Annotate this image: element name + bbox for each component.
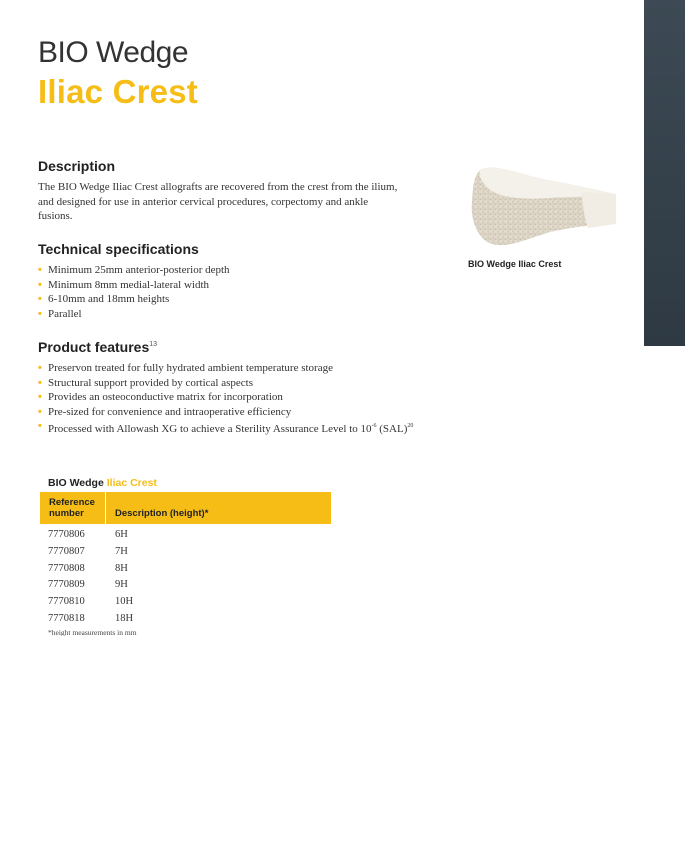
technical-specs-heading: Technical specifications <box>38 241 199 257</box>
bullet-icon: • <box>38 376 42 389</box>
table-row: 7770809 9H <box>48 579 128 591</box>
technical-specs-list <box>38 263 418 321</box>
table-header <box>40 492 331 524</box>
list-item: • Parallel <box>38 307 82 320</box>
image-caption: BIO Wedge Iliac Crest <box>468 259 562 269</box>
reference-superscript: 13 <box>149 341 158 348</box>
product-features-heading: Product features$^{13}$ <box>38 339 158 355</box>
list-item: • Minimum 8mm medial-lateral width <box>38 278 209 291</box>
column-header-reference: Reference number <box>40 492 106 524</box>
product-features-list <box>38 361 418 437</box>
list-item: • Processed with Allowash XG to achieve a Sterility Assurance Level to $10^{-6}$ (SAL)$^{20}$ <box>38 420 414 436</box>
list-item: • Pre-sized for convenience and intraoperative efficiency <box>38 405 292 418</box>
list-item: • Provides an osteoconductive matrix for incorporation <box>38 391 283 404</box>
table-title: BIO Wedge Iliac Crest <box>48 477 157 489</box>
column-header-description: Description (height)* <box>115 508 209 519</box>
table-body <box>48 527 133 628</box>
list-item: • Minimum 25mm anterior-posterior depth <box>38 264 230 276</box>
description-heading: Description <box>38 158 116 174</box>
list-item: • Structural support provided by cortical aspects <box>38 376 253 389</box>
bullet-icon: • <box>38 307 42 320</box>
description-text: The BIO Wedge Iliac Crest allografts are recovered from the crest from the ilium, and designed for use in anterior cervical procedures, corpectomy and ankle fusions. <box>38 181 398 223</box>
bullet-icon: • <box>38 264 42 276</box>
bone-wedge-graft-photo <box>464 158 620 254</box>
table-row: 7770808 8H <box>48 562 128 574</box>
list-item: • 6-10mm and 18mm heights <box>38 293 170 306</box>
table-row: 7770810 10H <box>48 596 134 608</box>
bullet-icon: • <box>38 362 42 374</box>
bullet-icon: • <box>38 293 42 306</box>
table-footnote: *height measurements in mm <box>48 628 137 636</box>
list-item: • Preservon treated for fully hydrated ambient temperature storage <box>38 362 333 374</box>
product-subtitle: Iliac Crest <box>38 73 198 110</box>
bullet-icon: • <box>38 405 42 418</box>
bullet-icon: • <box>38 420 42 433</box>
bullet-icon: • <box>38 391 42 404</box>
side-tab-bar <box>644 0 685 346</box>
table-row: 7770807 7H <box>48 545 128 557</box>
table-row: 7770818 18H <box>48 612 134 624</box>
bullet-icon: • <box>38 278 42 291</box>
product-title: BIO Wedge <box>38 36 189 69</box>
table-row: 7770806 6H <box>48 529 128 540</box>
